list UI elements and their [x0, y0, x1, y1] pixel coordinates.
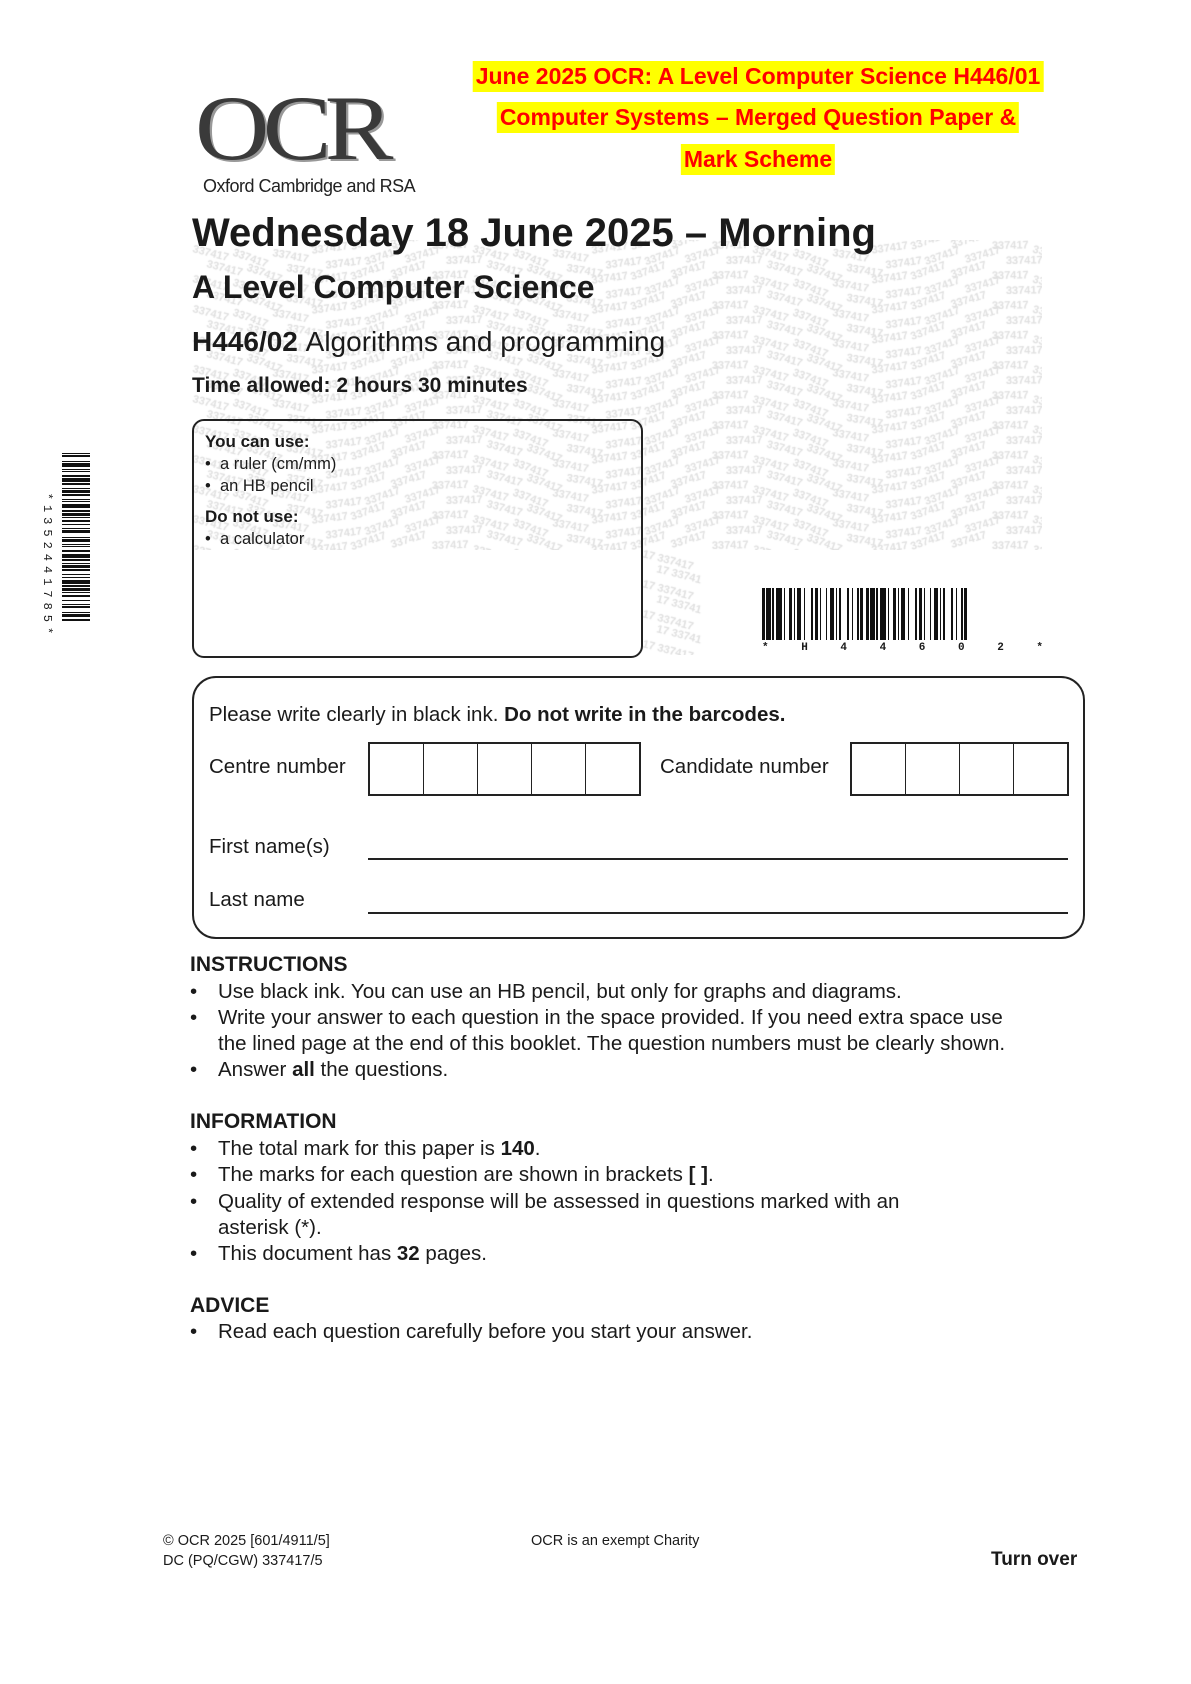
instruction-item: • Answer all the questions.: [190, 1058, 449, 1081]
digit-box[interactable]: [960, 744, 1014, 794]
digit-box[interactable]: [424, 744, 478, 794]
information-item-continued: [218, 1216, 322, 1240]
paper-barcode-bars: [762, 588, 1048, 640]
instructions-heading: INSTRUCTIONS: [190, 953, 348, 976]
digit-box[interactable]: [478, 744, 532, 794]
digit-box[interactable]: [586, 744, 639, 794]
information-item: • The total mark for this paper is 140.: [190, 1137, 541, 1160]
item-text: a calculator: [219, 530, 305, 548]
page-count: 32: [396, 1242, 420, 1265]
item-text: Answer: [218, 1058, 293, 1081]
ocr-logo-subtitle: Oxford Cambridge and RSA: [203, 176, 416, 196]
watermark-pattern: [642, 545, 702, 655]
item-text: The total mark for this paper is: [218, 1137, 501, 1160]
candidate-details-box: [192, 676, 1085, 939]
promo-line-1: June 2025 OCR: A Level Computer Science H446/01: [473, 61, 1044, 92]
marks-bracket: [ ]: [688, 1163, 708, 1186]
turn-over: Turn over: [991, 1549, 1078, 1570]
side-barcode: [40, 453, 100, 681]
item-text: .: [534, 1137, 541, 1160]
side-barcode-bars: [62, 453, 90, 681]
advice-heading: ADVICE: [190, 1294, 270, 1317]
information-item: • This document has 32 pages.: [190, 1242, 487, 1265]
item-text: This document has: [218, 1242, 397, 1265]
can-use-item: • a ruler (cm/mm): [205, 455, 337, 473]
footer-copyright: © OCR 2025 [601/4911/5]: [163, 1533, 330, 1549]
item-text: Quality of extended response will be assessed in questions marked with an: [218, 1190, 900, 1213]
item-text: Read each question carefully before you start your answer.: [218, 1320, 753, 1343]
do-not-use-item: • a calculator: [205, 530, 305, 548]
total-mark: 140: [500, 1137, 535, 1160]
information-heading: INFORMATION: [190, 1110, 337, 1133]
promo-line-2: Computer Systems – Merged Question Paper &: [497, 102, 1019, 133]
exam-date: Wednesday 18 June 2025 – Morning: [192, 211, 876, 255]
instruction-item-continued: [218, 1032, 1005, 1056]
write-instruction: [209, 703, 785, 727]
item-text: Use black ink. You can use an HB pencil, but only for graphs and diagrams.: [218, 980, 902, 1003]
paper-barcode-text: * H 4 4 6 0 2 *: [762, 642, 1057, 654]
side-barcode-text: *1352441785*: [40, 492, 54, 640]
digit-box[interactable]: [1014, 744, 1067, 794]
first-name-field[interactable]: [368, 838, 1068, 860]
item-text: a ruler (cm/mm): [219, 455, 337, 473]
paper-code: H446/02: [192, 326, 298, 357]
barcode-bar: [62, 621, 90, 622]
instruction-item: • Write your answer to each question in the space provided. If you need extra space use: [190, 1006, 1003, 1029]
item-text: the lined page at the end of this booklet. The question numbers must be clearly shown.: [218, 1032, 1006, 1055]
can-use-item: • an HB pencil: [205, 477, 314, 495]
item-text: Write your answer to each question in the space provided. If you need extra space use: [218, 1006, 1003, 1029]
item-text: an HB pencil: [219, 477, 314, 495]
digit-box[interactable]: [532, 744, 586, 794]
ocr-logo: OCR: [195, 77, 387, 179]
promo-line-3: Mark Scheme: [681, 144, 835, 175]
paper-barcode: [762, 588, 1057, 658]
item-text: pages.: [419, 1242, 487, 1265]
item-text: The marks for each question are shown in brackets: [218, 1163, 689, 1186]
centre-number-field[interactable]: [368, 742, 641, 796]
candidate-number-field[interactable]: [850, 742, 1069, 796]
barcode-bar: [967, 588, 970, 640]
instruction-text: Please write clearly in black ink.: [209, 703, 499, 726]
last-name-label: Last name: [209, 888, 305, 911]
instruction-item: • Use black ink. You can use an HB pencil, but only for graphs and diagrams.: [190, 980, 902, 1003]
item-text: the questions.: [314, 1058, 449, 1081]
paper-code-line: [192, 325, 665, 358]
information-item: • Quality of extended response will be assessed in questions marked with an: [190, 1190, 900, 1213]
candidate-number-label: Candidate number: [660, 755, 829, 778]
footer-charity: OCR is an exempt Charity: [531, 1533, 700, 1549]
equipment-box: [192, 419, 643, 658]
footer-reference: DC (PQ/CGW) 337417/5: [163, 1553, 323, 1569]
paper-name: Algorithms and programming: [305, 326, 666, 357]
item-text: asterisk (*).: [218, 1216, 322, 1239]
last-name-field[interactable]: [368, 892, 1068, 914]
instruction-bold: Do not write in the barcodes.: [504, 703, 786, 726]
centre-number-label: Centre number: [209, 755, 346, 778]
item-text: .: [707, 1163, 714, 1186]
can-use-heading: You can use:: [205, 432, 310, 451]
digit-box[interactable]: [370, 744, 424, 794]
digit-box[interactable]: [852, 744, 906, 794]
first-name-label: First name(s): [209, 835, 330, 858]
advice-item: • Read each question carefully before you start your answer.: [190, 1320, 753, 1343]
item-bold: all: [292, 1058, 315, 1081]
subject-title: A Level Computer Science: [192, 269, 595, 305]
do-not-use-heading: Do not use:: [205, 507, 299, 526]
time-allowed: Time allowed: 2 hours 30 minutes: [192, 374, 528, 397]
digit-box[interactable]: [906, 744, 960, 794]
information-item: • The marks for each question are shown in brackets [ ].: [190, 1163, 714, 1186]
